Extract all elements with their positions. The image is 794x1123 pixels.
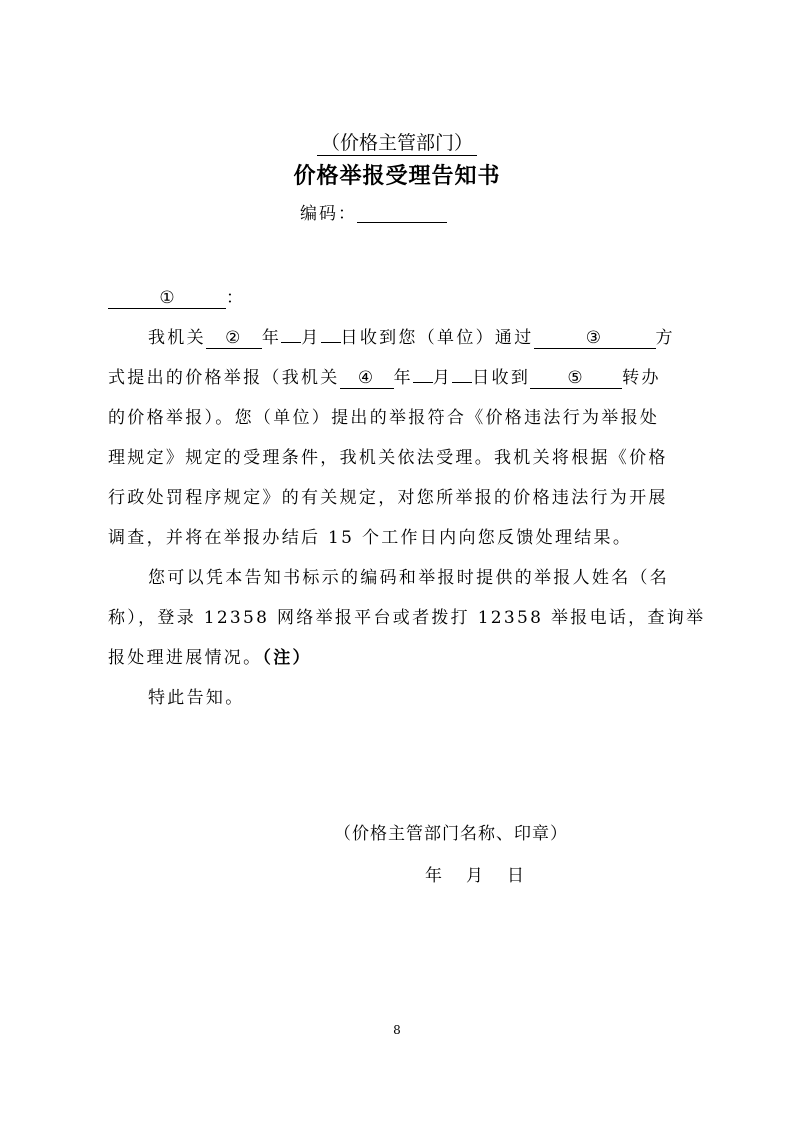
year-label: 年 bbox=[425, 866, 442, 886]
paragraph-2-line-3 bbox=[108, 646, 312, 670]
month-blank[interactable] bbox=[281, 342, 301, 343]
addressee-blank[interactable] bbox=[108, 288, 226, 309]
day-blank[interactable] bbox=[321, 342, 341, 343]
transfer-blank-5[interactable] bbox=[530, 368, 622, 389]
code-label: 编码： bbox=[300, 204, 357, 224]
text-segment: 月 bbox=[301, 328, 321, 348]
addressee-colon: ： bbox=[226, 288, 243, 308]
closing-line: 特此告知。 bbox=[148, 688, 245, 708]
paragraph-2-line-1: 您可以凭本告知书标示的编码和举报时提供的举报人姓名（名 bbox=[148, 568, 670, 588]
text-segment: 年 bbox=[393, 368, 413, 388]
paragraph-1-line-6: 调查，并将在举报办结后 15 个工作日内向您反馈处理结果。 bbox=[108, 528, 633, 548]
paragraph-1-line-1 bbox=[148, 326, 675, 350]
method-blank-3[interactable] bbox=[534, 328, 656, 349]
page-number: 8 bbox=[393, 1023, 401, 1037]
note-reference: （注） bbox=[262, 648, 312, 668]
text-segment: 日收到 bbox=[472, 368, 531, 388]
text-segment: 转办 bbox=[622, 368, 661, 388]
month-label: 月 bbox=[466, 866, 483, 886]
department-header-text: （价格主管部门） bbox=[317, 131, 477, 156]
paragraph-1-line-5: 行政处罚程序规定》的有关规定，对您所举报的价格违法行为开展 bbox=[108, 488, 668, 508]
marker-3: ③ bbox=[585, 328, 604, 348]
day-label: 日 bbox=[507, 866, 524, 886]
code-field[interactable] bbox=[357, 222, 447, 223]
paragraph-1-line-4: 理规定》规定的受理条件，我机关依法受理。我机关将根据《价格 bbox=[108, 448, 668, 468]
signature-date bbox=[425, 864, 524, 888]
text-segment: 我机关 bbox=[148, 328, 206, 348]
paragraph-2-line-2: 称），登录 12358 网络举报平台或者拨打 12358 举报电话，查询举 bbox=[108, 608, 706, 628]
addressee-line bbox=[108, 286, 243, 310]
text-segment: 年 bbox=[261, 328, 282, 348]
year-blank-4[interactable] bbox=[340, 368, 394, 389]
marker-4: ④ bbox=[357, 368, 376, 388]
year-blank-2[interactable] bbox=[206, 328, 262, 349]
department-header bbox=[0, 131, 794, 156]
text-segment: 月 bbox=[432, 368, 453, 388]
document-title: 价格举报受理告知书 bbox=[293, 164, 501, 189]
text-segment: 报处理进展情况。 bbox=[108, 648, 263, 668]
marker-1: ① bbox=[159, 288, 175, 308]
marker-5: ⑤ bbox=[567, 368, 585, 388]
text-segment: 方 bbox=[655, 328, 675, 348]
signature-org: （价格主管部门名称、印章） bbox=[334, 824, 568, 844]
month-blank[interactable] bbox=[413, 382, 433, 383]
marker-2: ② bbox=[225, 328, 243, 348]
text-segment: 式提出的价格举报（我机关 bbox=[108, 368, 340, 388]
paragraph-1-line-2 bbox=[108, 366, 661, 390]
day-blank[interactable] bbox=[452, 382, 472, 383]
paragraph-1-line-3: 的价格举报）。您（单位）提出的举报符合《价格违法行为举报处 bbox=[108, 408, 660, 428]
text-segment: 日收到您（单位）通过 bbox=[340, 328, 534, 348]
